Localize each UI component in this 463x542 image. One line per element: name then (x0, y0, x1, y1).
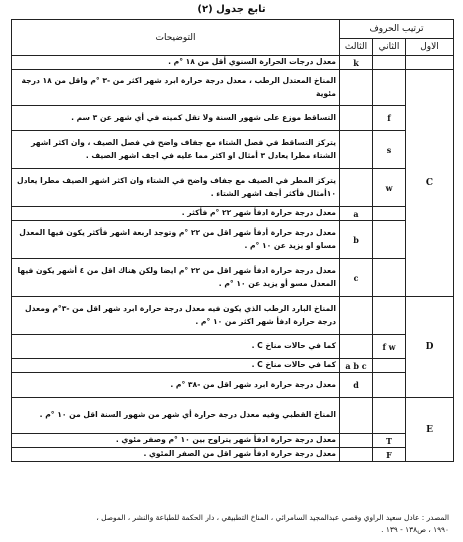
table-row (12, 297, 454, 335)
cell-explanation: كما في حالات مناخ C . (12, 335, 340, 359)
cell-second-letter (373, 221, 406, 259)
cell-second-letter (373, 70, 406, 106)
table-row (12, 70, 454, 106)
cell-second-letter: T (373, 434, 406, 448)
header-first: الاول (406, 39, 454, 56)
cell-first-letter: C (406, 70, 454, 297)
cell-second-letter: w (373, 169, 406, 207)
source-line-2: ١٩٩٠ ، ص١٣٨ - ١٣٩ . (381, 525, 449, 534)
table-row (12, 131, 454, 169)
cell-second-letter (373, 56, 406, 70)
cell-explanation: المناخ القطبي وفيه معدل درجة حرارة أي شهر من شهور السنة اقل من ١٠ °م . (12, 398, 340, 434)
cell-second-letter: F (373, 448, 406, 462)
cell-explanation: معدل درجة حرارة ادفأ شهر يتراوح بين ١٠ °م وصفر مئوي . (12, 434, 340, 448)
cell-explanation: يتركز المطر في الصيف مع جفاف واضح في الشتاء وان اكثر اشهر الصيف مطرا يعادل ١٠أمثال فأكثر أجف اشهر الشتاء . (12, 169, 340, 207)
cell-explanation: التساقط موزع على شهور السنة ولا تقل كميته في أي شهر عن ٣ سم . (12, 106, 340, 131)
table-row (12, 169, 454, 207)
cell-first-letter: E (406, 398, 454, 462)
cell-second-letter (373, 297, 406, 335)
cell-explanation: المناخ المعتدل الرطب ، معدل درجة حرارة ابرد شهر اكثر من -٣ °م واقل من ١٨ درجة مئوية (12, 70, 340, 106)
cell-third-letter (340, 434, 373, 448)
table-row (12, 359, 454, 373)
cell-explanation: معدل درجة حرارة ادفأ شهر اقل من الصفر المئوي . (12, 448, 340, 462)
header-third: الثالث (340, 39, 373, 56)
source-line-1: المصدر : عادل سعيد الراوي وقصي عبدالمجيد السامرائي ، المناخ التطبيقي ، دار الحكمة للطباعة والنشر ، الموصل ، (96, 513, 449, 522)
table-row (12, 106, 454, 131)
table-body (12, 56, 454, 462)
header-explanations: التوضيحات (12, 20, 340, 56)
cell-third-letter (340, 70, 373, 106)
table-row (12, 448, 454, 462)
cell-third-letter: a b c (340, 359, 373, 373)
cell-third-letter: a (340, 207, 373, 221)
cell-explanation: معدل درجة حرارة ادفأ شهر اقل من ٢٢ °م ايضا ولكن هناك اقل من ٤ أشهر يكون فيها المعدل مسو أو يزيد عن ١٠ °م . (12, 259, 340, 297)
cell-explanation: يتركز التساقط في فصل الشتاء مع جفاف واضح في فصل الصيف ، وان اكثر اشهر الشتاء مطرا يعادل ٣ أمثال او اكثر مما عليه في اجف اشهر الصيف . (12, 131, 340, 169)
cell-third-letter: c (340, 259, 373, 297)
cell-first-letter (406, 56, 454, 70)
cell-third-letter (340, 297, 373, 335)
cell-second-letter: f (373, 106, 406, 131)
table-row (12, 434, 454, 448)
cell-third-letter: d (340, 373, 373, 398)
cell-third-letter (340, 335, 373, 359)
source-citation (9, 512, 449, 536)
cell-explanation: معدل درجة حرارة ابرد شهر اقل من -٣٨ °م . (12, 373, 340, 398)
cell-explanation: كما في حالات مناخ C . (12, 359, 340, 373)
cell-second-letter (373, 373, 406, 398)
cell-second-letter (373, 398, 406, 434)
climate-classification-table (11, 19, 454, 462)
cell-first-letter: D (406, 297, 454, 398)
table-row (12, 373, 454, 398)
cell-third-letter (340, 448, 373, 462)
cell-second-letter: f w (373, 335, 406, 359)
table-row (12, 259, 454, 297)
cell-explanation: معدل درجات الحرارة السنوي أقل من ١٨ °م . (12, 56, 340, 70)
table-row (12, 335, 454, 359)
cell-second-letter (373, 359, 406, 373)
table-row (12, 221, 454, 259)
cell-third-letter (340, 106, 373, 131)
table-row (12, 56, 454, 70)
cell-third-letter (340, 398, 373, 434)
cell-third-letter (340, 131, 373, 169)
cell-explanation: المناخ البارد الرطب الذي يكون فيه معدل درجة حرارة ابرد شهر اقل من -٣°م ومعدل درجة حرارة ادفأ شهر اكثر من ١٠ °م . (12, 297, 340, 335)
cell-second-letter: s (373, 131, 406, 169)
cell-second-letter (373, 259, 406, 297)
table-row (12, 207, 454, 221)
header-letter-order: ترتيب الحروف (340, 20, 454, 39)
cell-second-letter (373, 207, 406, 221)
cell-explanation: معدل درجة حرارة ادفأ شهر ٢٢ °م فأكثر . (12, 207, 340, 221)
cell-third-letter: k (340, 56, 373, 70)
cell-third-letter (340, 169, 373, 207)
cell-third-letter: b (340, 221, 373, 259)
header-second: الثاني (373, 39, 406, 56)
cell-explanation: معدل درجة حرارة أدفأ شهر اقل من ٢٢ °م وتوجد اربعة اشهر فأكثر يكون فيها المعدل مساو او يزيد عن ١٠ °م . (12, 221, 340, 259)
table-row (12, 398, 454, 434)
table-caption: تابع جدول (٢) (197, 4, 266, 15)
